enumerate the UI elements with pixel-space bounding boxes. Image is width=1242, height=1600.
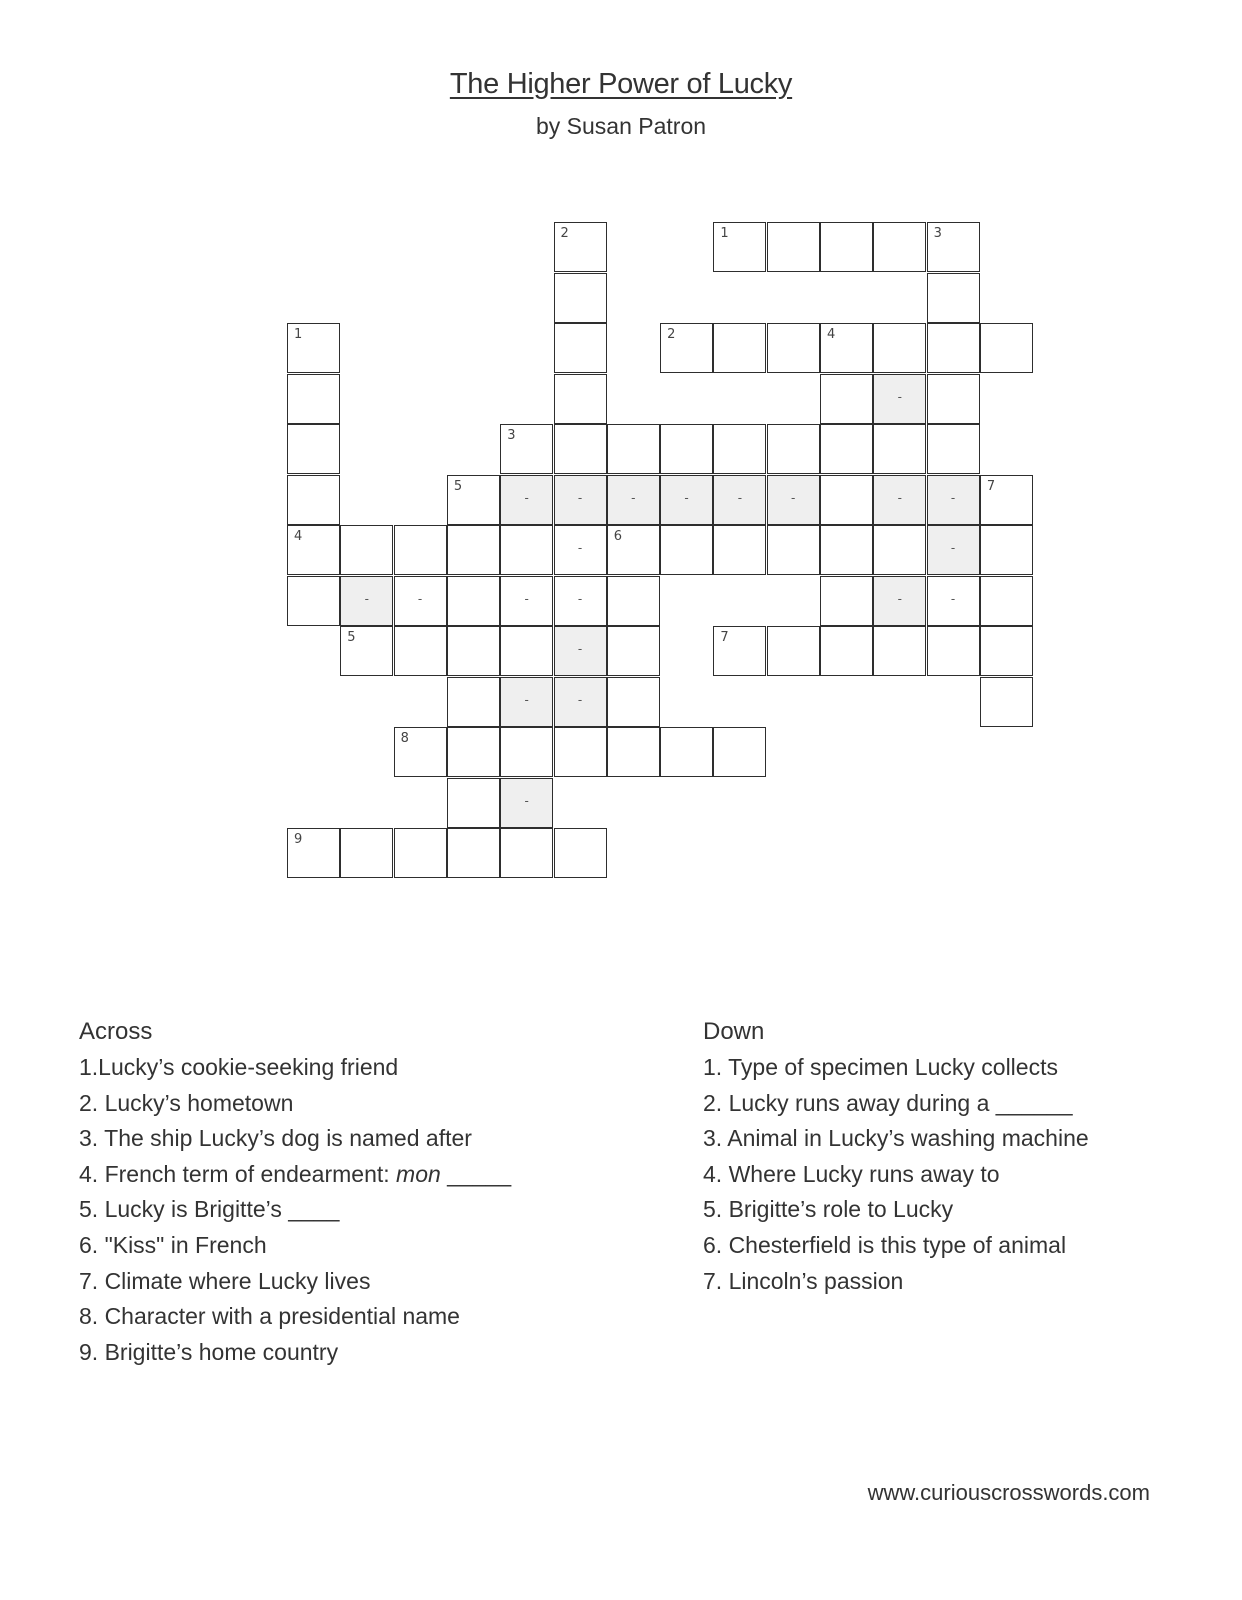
dash-mark: - (950, 489, 956, 505)
dash-mark: - (950, 540, 956, 555)
grid-cell[interactable] (394, 626, 447, 676)
grid-cell[interactable] (500, 727, 553, 777)
grid-cell[interactable] (660, 475, 713, 525)
grid-cell[interactable] (873, 222, 926, 272)
grid-cell[interactable] (873, 576, 926, 626)
grid-cell[interactable] (660, 323, 713, 373)
grid-cell[interactable] (554, 525, 607, 575)
grid-cell[interactable] (340, 525, 393, 575)
grid-cell[interactable] (820, 222, 873, 272)
clue-number: 7 (720, 630, 729, 645)
across-clue-6: 6. "Kiss" in French (79, 1231, 267, 1258)
grid-cell[interactable] (927, 323, 980, 373)
grid-cell[interactable] (500, 626, 553, 676)
clue-number: 1 (720, 226, 729, 241)
grid-cell[interactable] (660, 727, 713, 777)
across-heading: Across (79, 1018, 153, 1045)
grid-cell[interactable] (500, 424, 553, 474)
dash-mark: - (524, 792, 529, 808)
clue-number: 9 (294, 832, 303, 847)
grid-cell[interactable] (447, 828, 500, 878)
grid-cell[interactable] (927, 626, 980, 676)
grid-cell[interactable] (980, 677, 1033, 727)
dash-mark: - (897, 388, 902, 404)
across-clue-2: 2. Lucky’s hometown (79, 1089, 294, 1116)
grid-cell[interactable] (713, 626, 766, 676)
grid-cell[interactable] (607, 475, 660, 525)
grid-cell[interactable] (873, 323, 926, 373)
clue-number: 7 (986, 478, 996, 494)
dash-mark: - (417, 590, 423, 606)
grid-cell[interactable] (980, 323, 1033, 373)
grid-cell[interactable] (980, 626, 1033, 676)
grid-cell[interactable] (927, 475, 980, 525)
grid-cell[interactable] (447, 576, 500, 626)
grid-cell[interactable] (767, 626, 820, 676)
down-clue-3: 3. Animal in Lucky’s washing machine (703, 1125, 1089, 1152)
clue-number: 8 (400, 731, 409, 746)
clue-number: 4 (827, 327, 836, 342)
across-clues (79, 1018, 511, 1370)
down-clue-5: 5. Brigitte’s role to Lucky (703, 1196, 954, 1223)
grid-cell[interactable] (447, 475, 500, 525)
dash-mark: - (364, 590, 369, 606)
grid-cell[interactable] (394, 727, 447, 777)
grid-cell[interactable] (820, 323, 873, 373)
grid-cell[interactable] (980, 475, 1033, 525)
dash-mark: - (577, 489, 583, 505)
grid-cell[interactable] (980, 525, 1033, 575)
clue-number: 5 (347, 630, 356, 645)
down-heading: Down (703, 1018, 765, 1045)
dash-mark: - (631, 489, 636, 505)
grid-cell[interactable] (607, 525, 660, 575)
down-clues (703, 1018, 1089, 1299)
grid-cell[interactable] (447, 626, 500, 676)
grid-cell[interactable] (660, 424, 713, 474)
grid-cell[interactable] (287, 475, 340, 525)
grid-cell[interactable] (554, 576, 607, 626)
grid-cell[interactable] (873, 475, 926, 525)
dash-mark: - (577, 641, 583, 656)
dash-mark: - (791, 489, 796, 505)
grid-cell[interactable] (820, 475, 873, 525)
grid-cell[interactable] (660, 525, 713, 575)
across-clue-4-blank: _____ (440, 1160, 512, 1187)
grid-cell[interactable] (820, 424, 873, 474)
dash-mark: - (524, 489, 529, 505)
website-link[interactable]: www.curiouscrosswords.com (867, 1480, 1150, 1505)
grid-cell[interactable] (767, 424, 820, 474)
grid-cell[interactable] (820, 525, 873, 575)
dash-mark: - (524, 691, 529, 707)
grid-cell[interactable] (607, 677, 660, 727)
grid-cell[interactable] (607, 424, 660, 474)
clue-number: 6 (613, 529, 623, 544)
across-clue-5: 5. Lucky is Brigitte’s ____ (79, 1196, 340, 1223)
grid-cell[interactable] (554, 626, 607, 676)
puzzle-author: by Susan Patron (535, 113, 707, 139)
dash-mark: - (684, 489, 689, 505)
grid-cell[interactable] (767, 222, 820, 272)
dash-mark: - (950, 590, 956, 606)
grid-cell[interactable] (447, 525, 500, 575)
grid-cell[interactable] (927, 374, 980, 424)
down-clue-1: 1. Type of specimen Lucky collects (703, 1054, 1058, 1080)
grid-cell[interactable] (287, 424, 340, 474)
grid-cell[interactable] (713, 525, 766, 575)
grid-cell[interactable] (500, 525, 553, 575)
grid-cell[interactable] (340, 626, 393, 676)
grid-cell[interactable] (927, 424, 980, 474)
grid-cell[interactable] (713, 222, 766, 272)
across-clue-8: 8. Character with a presidential name (79, 1303, 460, 1330)
grid-cell[interactable] (873, 424, 926, 474)
down-clue-4: 4. Where Lucky runs away to (703, 1160, 1000, 1187)
across-clue-3: 3. The ship Lucky’s dog is named after (79, 1125, 472, 1152)
dash-mark: - (897, 489, 902, 505)
grid-cell[interactable] (554, 222, 607, 272)
across-clue-1: 1.Lucky’s cookie-seeking friend (79, 1054, 399, 1080)
across-clue-9: 9. Brigitte’s home country (79, 1338, 339, 1365)
grid-cell[interactable] (287, 576, 340, 626)
grid-cell[interactable] (554, 727, 607, 777)
grid-cell[interactable] (554, 677, 607, 727)
grid-cell[interactable] (500, 475, 553, 525)
grid-cell[interactable] (500, 576, 553, 626)
grid-cell[interactable] (820, 374, 873, 424)
dash-mark: - (897, 590, 902, 606)
clue-number: 2 (667, 327, 676, 342)
down-clue-6: 6. Chesterfield is this type of animal (703, 1231, 1067, 1258)
grid-cell[interactable] (554, 424, 607, 474)
grid-cell[interactable] (394, 828, 447, 878)
clue-number: 4 (294, 529, 303, 544)
dash-mark: - (524, 590, 529, 606)
clue-number: 3 (507, 428, 516, 443)
grid-cell[interactable] (607, 727, 660, 777)
grid-cell[interactable] (927, 525, 980, 575)
puzzle-title: The Higher Power of Lucky (449, 68, 793, 100)
grid-cell[interactable] (873, 626, 926, 676)
grid-cell[interactable] (554, 323, 607, 373)
dash-mark: - (577, 691, 583, 707)
down-clue-2: 2. Lucky runs away during a ______ (703, 1089, 1073, 1116)
grid-cell[interactable] (554, 374, 607, 424)
grid-cell[interactable] (980, 576, 1033, 626)
dash-mark: - (737, 489, 743, 505)
grid-cell[interactable] (447, 727, 500, 777)
grid-cell[interactable] (607, 626, 660, 676)
grid-cell[interactable] (713, 323, 766, 373)
clue-number: 3 (933, 226, 942, 241)
grid-cell[interactable] (287, 374, 340, 424)
down-clue-7: 7. Lincoln’s passion (703, 1267, 904, 1294)
grid-cell[interactable] (767, 323, 820, 373)
grid-cell[interactable] (713, 727, 766, 777)
grid-cell[interactable] (447, 778, 500, 828)
grid-cell[interactable] (447, 677, 500, 727)
grid-cell[interactable] (873, 525, 926, 575)
grid-cell[interactable] (873, 374, 926, 424)
grid-cell[interactable] (500, 828, 553, 878)
dash-mark: - (577, 590, 583, 606)
clue-number: 5 (453, 478, 463, 494)
grid-cell[interactable] (287, 525, 340, 575)
grid-cell[interactable] (713, 475, 766, 525)
across-clue-7: 7. Climate where Lucky lives (79, 1267, 371, 1294)
across-clue-4 (79, 1157, 511, 1193)
grid-cell[interactable] (340, 828, 393, 878)
grid-cell[interactable] (713, 424, 766, 474)
grid-cell[interactable] (500, 778, 553, 828)
grid-cell[interactable] (767, 525, 820, 575)
clue-number: 2 (560, 226, 569, 241)
grid-cell[interactable] (500, 677, 553, 727)
grid-cell[interactable] (394, 525, 447, 575)
grid-cell[interactable] (820, 626, 873, 676)
grid-cell[interactable] (340, 576, 393, 626)
grid-cell[interactable] (927, 273, 980, 323)
across-clue-4-text: 4. French term of endearment: (79, 1160, 397, 1187)
clue-number: 1 (294, 327, 303, 342)
grid-cell[interactable] (554, 273, 607, 323)
grid-cell[interactable] (927, 576, 980, 626)
grid-cell[interactable] (554, 475, 607, 525)
grid-cell[interactable] (287, 323, 340, 373)
dash-mark: - (577, 540, 583, 555)
grid-cell[interactable] (607, 576, 660, 626)
grid-cell[interactable] (394, 576, 447, 626)
grid-cell[interactable] (554, 828, 607, 878)
across-clue-4-italic: mon (396, 1160, 441, 1187)
grid-cell[interactable] (767, 475, 820, 525)
grid-cell[interactable] (820, 576, 873, 626)
grid-cell[interactable] (927, 222, 980, 272)
grid-cell[interactable] (287, 828, 340, 878)
